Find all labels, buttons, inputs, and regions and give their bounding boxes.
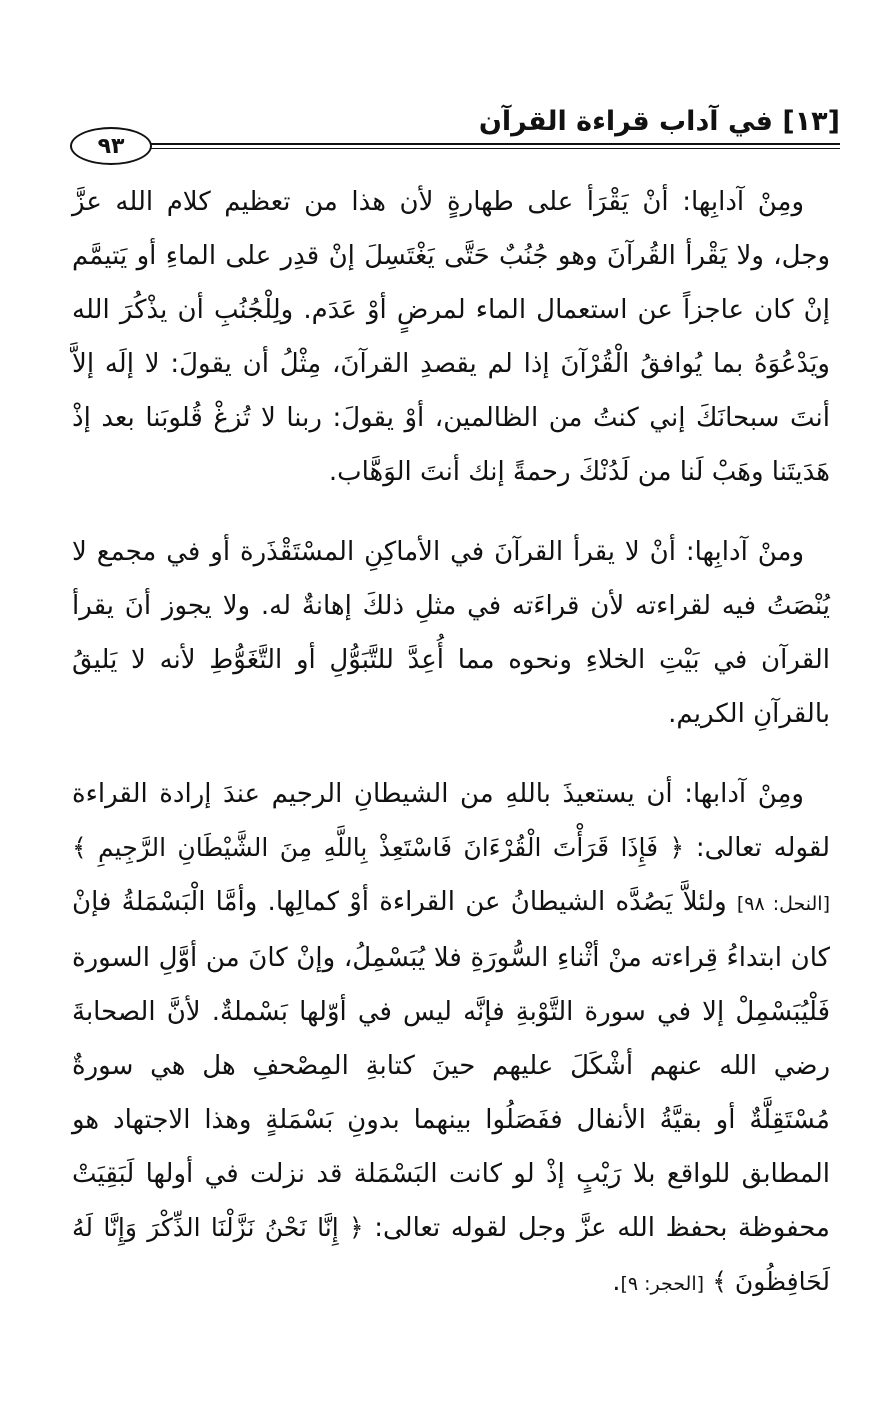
page-body xyxy=(72,175,830,1337)
paragraph-places: ومنْ آدابِها: أنْ لا يقرأ القرآنَ في الأماكِنِ المسْتَقْذَرة أو في مجمع لا يُنْصَتُ فيه لقراءته لأن قراءَته في مثلِ ذلكَ إهانةٌ له. ولا يجوز أنَ يقرأ القرآن في بَيْتِ الخلاءِ ونحوه مما أُعِدَّ للتَّبَوُّلِ أو التَّغَوُّطِ لأنه لا يَليقُ بالقرآنِ الكريم. xyxy=(72,537,830,729)
paragraph-end: . xyxy=(612,1267,621,1297)
verse-reference-2: [الحجر: ٩] xyxy=(620,1273,705,1295)
running-header xyxy=(70,105,840,159)
page-number: ٩٣ xyxy=(70,127,152,165)
paragraph-tail: ولئلاَّ يَصُدَّه الشيطانُ عن القراءة أوْ كمالِها. وأمَّا الْبَسْمَلةُ فإنْ كان ابتداءُ قِراءته منْ أثْناءِ السُّورَةِ فلا يُبَسْمِلُ، وإنْ كانَ من أوَّلِ السورة فَلْيُبَسْمِلْ إلا في سورة التَّوْبةِ فإنَّه ليس في أوّلها بَسْملةٌ. لأنَّ الصحابةَ رضي الله عنهم أشْكَلَ عليهم حينَ كتابةِ المِصْحفِ هل هي سورةٌ مُسْتَقِلَّةٌ أو بقيَّةُ الأنفال ففَصَلُوا بينهما بدونِ بَسْمَلةٍ وهذا الاجتهاد هو المطابق للواقع بلا رَيْبٍ إذْ لو كانت البَسْمَلة قد نزلت في أولها لَبَقِيَتْ محفوظة بحفظ الله عزَّ وجل لقوله تعالى: xyxy=(72,887,830,1243)
chapter-title: [١٣] في آداب قراءة القرآن xyxy=(478,106,840,137)
paragraph-isti-adha xyxy=(72,767,830,1311)
paragraph-purity: ومِنْ آدابِها: أنْ يَقْرَأ على طهارةٍ لأن هذا من تعظيم كلام الله عزَّ وجل، ولا يَقْرأ القُرآنَ وهو جُنُبٌ حَتَّى يَغْتَسِلَ إنْ قدِر على الماءِ أو يَتيمَّم إنْ كان عاجزاً عن استعمال الماء لمرضٍ أوْ عَدَم. ولِلْجُنُبِ أن يذْكُرَ الله ويَدْعُوَهُ بما يُوافقُ الْقُرْآنَ إذا لم يقصدِ القرآنَ، مِثْلُ أن يقولَ: لا إلَه إلاَّ أنتَ سبحانَكَ إني كنتُ من الظالمين، أوْ يقولَ: ربنا لا تُزغْ قُلوبَنا بعد إذْ هَدَيتَنا وهَبْ لَنا من لَدُنْكَ رحمةً إنك أنتَ الوَهَّاب. xyxy=(72,187,830,487)
quran-verse-2: ﴿ إِنَّا نَحْنُ نَزَّلْنَا الذِّكْرَ وَإِنَّا لَهُ لَحَافِظُونَ ﴾ xyxy=(72,1213,830,1296)
header-rule xyxy=(130,143,840,149)
verse-reference: [النحل: ٩٨] xyxy=(736,893,831,915)
paragraph-lead: ومِنْ آدابها: أن يستعيذَ باللهِ من الشيطانِ الرجيم عندَ إرادة القراءة لقوله تعالى: xyxy=(72,779,830,863)
quran-verse: ﴿ فَإِذَا قَرَأْتَ الْقُرْءَانَ فَاسْتَعِذْ بِاللَّهِ مِنَ الشَّيْطَانِ الرَّجِيمِ ﴾ xyxy=(72,833,685,862)
